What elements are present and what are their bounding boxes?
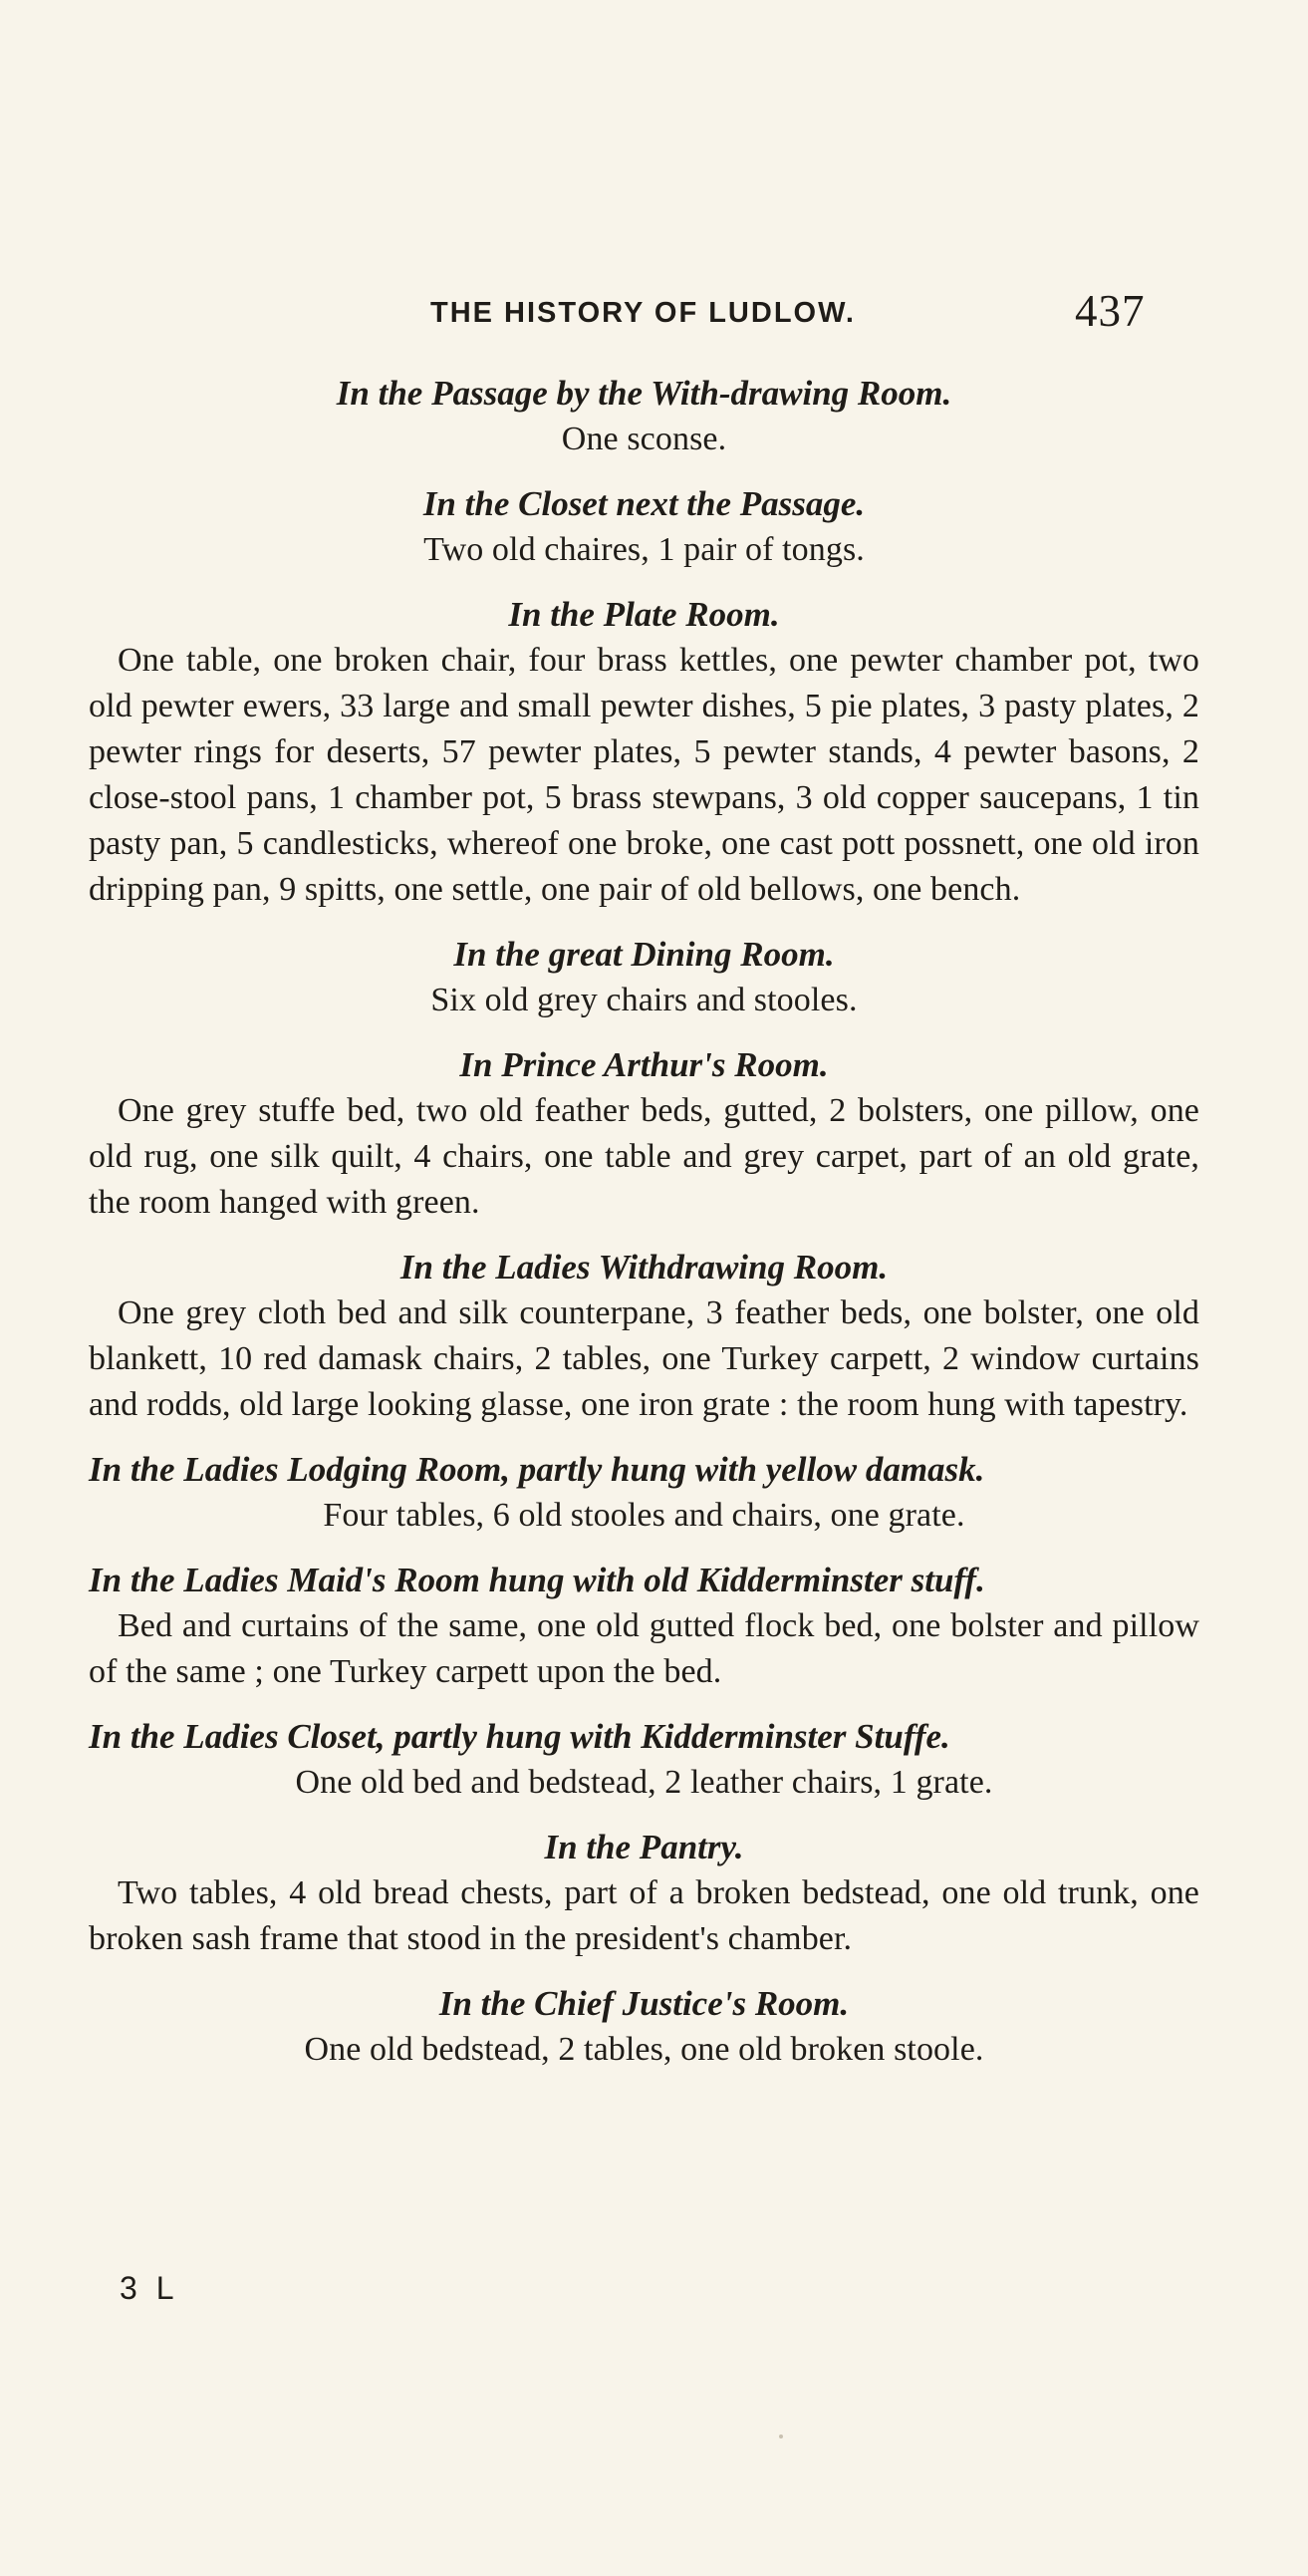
section-heading-ladies-maids-room: In the Ladies Maid's Room hung with old Kidderminster stuff.: [89, 1561, 985, 1599]
section-heading-great-dining-room: In the great Dining Room.: [453, 935, 835, 974]
section-heading-closet-passage: In the Closet next the Passage.: [422, 484, 866, 523]
running-header: [0, 286, 1308, 341]
printer-signature-mark: 3 L: [120, 2270, 179, 2306]
inventory-text: [89, 371, 1199, 2092]
section-text-great-dining-room: Six old grey chairs and stooles.: [430, 982, 858, 1018]
section-text-ladies-lodging-room: Four tables, 6 old stooles and chairs, one grate.: [323, 1497, 965, 1534]
section-text-prince-arthurs-room: One grey stuffe bed, two old feather beds, gutted, 2 bolsters, one pillow, one old rug, one silk quilt, 4 chairs, one table and grey carpet, part of an old grate, the room hanged with green.: [89, 1092, 1199, 1221]
section-text-ladies-withdrawing-room: One grey cloth bed and silk counterpane, 3 feather beds, one bolster, one old blankett, 10 red damask chairs, 2 tables, one Turkey carpett, 2 window curtains and rodds, old large looking glasse, one iron grate : the room hung with tapestry.: [89, 1294, 1199, 1423]
section-text-chief-justices-room: One old bedstead, 2 tables, one old broken stoole.: [304, 2031, 984, 2068]
section-heading-ladies-lodging-room: In the Ladies Lodging Room, partly hung with yellow damask.: [89, 1450, 985, 1489]
closet-passage-section: [89, 481, 1199, 573]
section-text-pantry: Two tables, 4 old bread chests, part of a broken bedstead, one old trunk, one broken sash frame that stood in the president's chamber.: [89, 1874, 1199, 1957]
pantry-section: [89, 1825, 1199, 1962]
paper-speck: [779, 2434, 783, 2438]
ladies-lodging-room-section: [89, 1447, 1199, 1539]
chief-justices-room-section: [89, 1981, 1199, 2073]
section-text-passage: One sconse.: [561, 421, 727, 457]
section-heading-prince-arthurs-room: In Prince Arthur's Room.: [459, 1045, 829, 1084]
section-heading-pantry: In the Pantry.: [544, 1828, 744, 1866]
running-title: THE HISTORY OF LUDLOW.: [430, 297, 856, 329]
section-heading-ladies-withdrawing-room: In the Ladies Withdrawing Room.: [399, 1248, 889, 1287]
section-heading-chief-justices-room: In the Chief Justice's Room.: [438, 1984, 850, 2023]
ladies-maids-room-section: [89, 1558, 1199, 1695]
section-text-closet-passage: Two old chaires, 1 pair of tongs.: [423, 531, 865, 568]
section-heading-passage: In the Passage by the With-drawing Room.: [336, 374, 952, 413]
section-heading-ladies-closet: In the Ladies Closet, partly hung with Kidderminster Stuffe.: [89, 1717, 950, 1756]
passage-section: [89, 371, 1199, 462]
prince-arthurs-room-section: [89, 1042, 1199, 1226]
ladies-withdrawing-room-section: [89, 1245, 1199, 1428]
plate-room-section: [89, 592, 1199, 913]
section-heading-plate-room: In the Plate Room.: [508, 595, 780, 634]
section-text-ladies-maids-room: Bed and curtains of the same, one old gutted flock bed, one bolster and pillow of the same ; one Turkey carpett upon the bed.: [89, 1607, 1199, 1690]
great-dining-room-section: [89, 932, 1199, 1023]
page-number: 437: [1075, 286, 1146, 336]
section-text-plate-room: One table, one broken chair, four brass kettles, one pewter chamber pot, two old pewter ewers, 33 large and small pewter dishes, 5 pie plates, 3 pasty plates, 2 pewter rings for deserts, 57 pewter plates, 5 pewter stands, 4 pewter basons, 2 close-stool pans, 1 chamber pot, 5 brass stewpans, 3 old copper saucepans, 1 tin pasty pan, 5 candlesticks, whereof one broke, one cast pott possnett, one old iron dripping pan, 9 spitts, one settle, one pair of old bellows, one bench.: [89, 642, 1199, 908]
section-text-ladies-closet: One old bed and bedstead, 2 leather chairs, 1 grate.: [295, 1764, 993, 1801]
ladies-closet-section: [89, 1714, 1199, 1806]
